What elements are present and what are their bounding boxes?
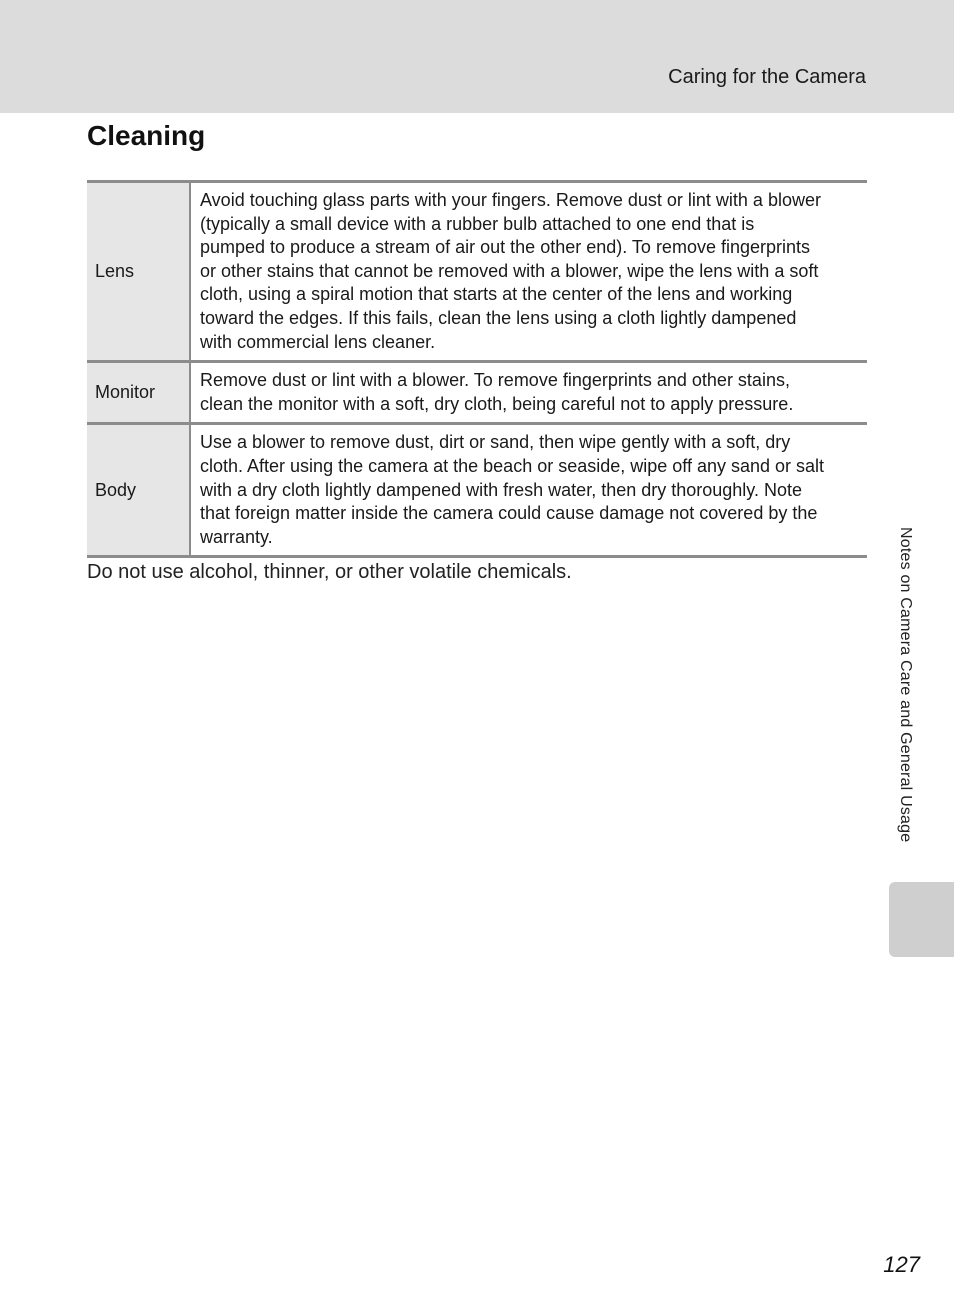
running-head: Caring for the Camera [668, 66, 866, 88]
page-title: Cleaning [87, 120, 206, 151]
table-row-body [87, 424, 867, 557]
row-text-monitor [190, 362, 867, 424]
text-line: Avoid touching glass parts with your fingers. Remove dust or lint with a blower [200, 190, 821, 210]
section-tab-marker [889, 882, 954, 957]
section-side-label: Notes on Camera Care and General Usage [897, 527, 914, 843]
text-line: cloth, using a spiral motion that starts at the center of the lens and working [200, 284, 793, 305]
text-line: toward the edges. If this fails, clean the lens using a cloth lightly dampened [200, 307, 797, 328]
text-line: warranty. [200, 526, 273, 547]
row-text-lens [190, 182, 867, 362]
row-label-body: Body [87, 424, 190, 557]
row-label-monitor: Monitor [87, 362, 190, 424]
table-row-lens [87, 182, 867, 362]
cleaning-table [87, 180, 867, 558]
row-label-lens: Lens [87, 182, 190, 362]
text-line: or other stains that cannot be removed with a blower, wipe the lens with a soft [200, 260, 819, 281]
row-text-body [190, 424, 867, 557]
caution-note: Do not use alcohol, thinner, or other volatile chemicals. [87, 561, 572, 583]
header-band [0, 0, 954, 113]
text-line: Use a blower to remove dust, dirt or sand, then wipe gently with a soft, dry [200, 432, 791, 453]
text-line: that foreign matter inside the camera could cause damage not covered by the [200, 503, 818, 524]
text-line: pumped to produce a stream of air out the other end). To remove fingerprints [200, 237, 811, 258]
text-line: with commercial lens cleaner. [200, 331, 436, 352]
table-row-monitor [87, 362, 867, 424]
text-line: clean the monitor with a soft, dry cloth, being careful not to apply pressure. [200, 393, 794, 414]
page-number: 127 [883, 1252, 920, 1277]
text-line: cloth. After using the camera at the beach or seaside, wipe off any sand or salt [200, 455, 825, 476]
text-line: Remove dust or lint with a blower. To remove fingerprints and other stains, [200, 370, 790, 391]
text-line: with a dry cloth lightly dampened with fresh water, then dry thoroughly. Note [200, 479, 802, 500]
text-line: (typically a small device with a rubber bulb attached to one end that is [200, 213, 755, 234]
